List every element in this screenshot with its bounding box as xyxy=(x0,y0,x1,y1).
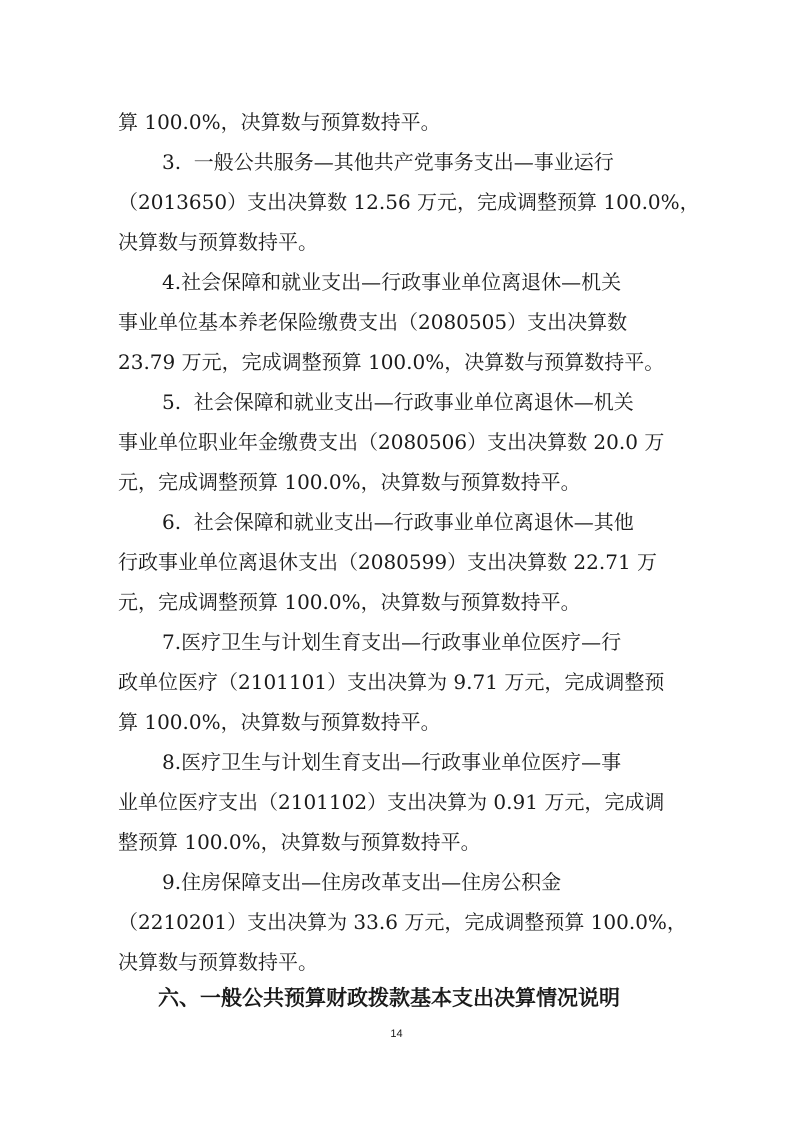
paragraph-3-line-2: 元，完成调整预算 100.0%，决算数与预算数持平。 xyxy=(118,470,581,494)
paragraph-4-line-2: 元，完成调整预算 100.0%，决算数与预算数持平。 xyxy=(118,590,581,614)
paragraph-3-line-0: 5. 社会保障和就业支出—行政事业单位离退休—机关 xyxy=(162,390,634,414)
paragraph-6-line-0: 8.医疗卫生与计划生育支出—行政事业单位医疗—事 xyxy=(162,750,622,774)
paragraph-5-line-1: 政单位医疗（2101101）支出决算为 9.71 万元，完成调整预 xyxy=(118,670,665,694)
paragraph-2-line-0: 4.社会保障和就业支出—行政事业单位离退休—机关 xyxy=(162,270,622,294)
paragraph-1-line-1: （2013650）支出决算数 12.56 万元，完成调整预算 100.0%， xyxy=(118,190,700,214)
paragraph-4-line-0: 6. 社会保障和就业支出—行政事业单位离退休—其他 xyxy=(162,510,634,534)
paragraph-4-line-1: 行政事业单位离退休支出（2080599）支出决算数 22.71 万 xyxy=(118,550,658,574)
paragraph-7-line-0: 9.住房保障支出—住房改革支出—住房公积金 xyxy=(162,870,562,894)
paragraph-3-line-1: 事业单位职业年金缴费支出（2080506）支出决算数 20.0 万 xyxy=(118,430,665,454)
paragraph-5-line-0: 7.医疗卫生与计划生育支出—行政事业单位医疗—行 xyxy=(162,630,622,654)
page-number: 14 xyxy=(390,1028,403,1040)
paragraph-2-line-1: 事业单位基本养老保险缴费支出（2080505）支出决算数 xyxy=(118,310,628,334)
paragraph-2-line-2: 23.79 万元，完成调整预算 100.0%，决算数与预算数持平。 xyxy=(118,350,665,374)
paragraph-7-line-1: （2210201）支出决算为 33.6 万元，完成调整预算 100.0%， xyxy=(118,910,687,934)
paragraph-5-line-2: 算 100.0%，决算数与预算数持平。 xyxy=(118,710,441,734)
paragraph-6-line-1: 业单位医疗支出（2101102）支出决算为 0.91 万元，完成调 xyxy=(118,790,665,814)
paragraph-6-line-2: 整预算 100.0%，决算数与预算数持平。 xyxy=(118,830,481,854)
section-heading: 六、一般公共预算财政拨款基本支出决算情况说明 xyxy=(158,986,620,1010)
paragraph-7-line-2: 决算数与预算数持平。 xyxy=(118,950,318,974)
paragraph-0-line-0: 算 100.0%，决算数与预算数持平。 xyxy=(118,110,441,134)
paragraph-1-line-2: 决算数与预算数持平。 xyxy=(118,230,318,254)
paragraph-1-line-0: 3. 一般公共服务—其他共产党事务支出—事业运行 xyxy=(162,150,614,174)
